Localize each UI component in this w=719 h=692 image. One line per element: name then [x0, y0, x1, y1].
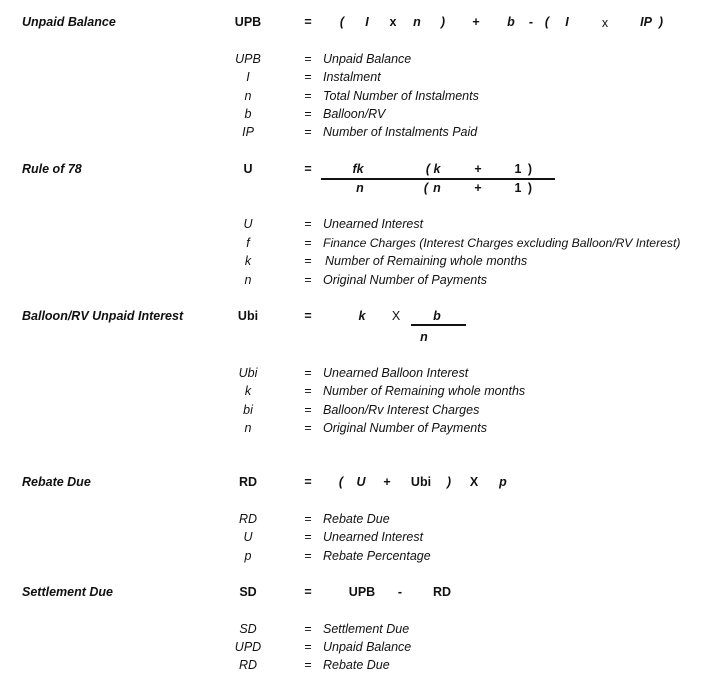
equals-sign: =	[304, 658, 312, 672]
formula-token: )	[446, 475, 452, 489]
denominator-token: n	[356, 181, 364, 195]
legend-meaning: Unearned Interest	[323, 530, 424, 544]
numerator-token: (	[425, 162, 431, 176]
legend-meaning: Original Number of Payments	[323, 421, 487, 435]
formula-symbol: SD	[239, 585, 257, 599]
denominator-token: n	[420, 330, 428, 344]
legend-symbol: RD	[238, 512, 258, 526]
legend-symbol: b	[244, 107, 252, 121]
equals-sign: =	[304, 403, 312, 417]
equals-sign: =	[304, 475, 312, 489]
legend-symbol: IP	[242, 125, 254, 139]
section-title: Rebate Due	[22, 475, 91, 489]
formula-token: X	[469, 475, 479, 489]
equals-sign: =	[304, 622, 312, 636]
formula-token: UPB	[348, 585, 376, 599]
legend-meaning: Settlement Due	[323, 622, 410, 636]
formula-symbol: UPB	[234, 15, 262, 29]
equals-sign: =	[304, 107, 312, 121]
legend-meaning: Balloon/RV	[323, 107, 386, 121]
legend-symbol: UPB	[235, 52, 261, 66]
legend-meaning: Number of Instalments Paid	[323, 125, 478, 139]
fraction-bar	[411, 324, 466, 326]
legend-symbol: n	[244, 273, 252, 287]
numerator-token: fk	[352, 162, 364, 176]
equals-sign: =	[304, 162, 312, 176]
equals-sign: =	[304, 421, 312, 435]
formula-token: +	[472, 15, 480, 29]
section-title: Unpaid Balance	[22, 15, 116, 29]
formula-token: (	[339, 15, 345, 29]
legend-meaning: Total Number of Instalments	[323, 89, 479, 103]
equals-sign: =	[304, 254, 312, 268]
legend-symbol: U	[243, 530, 253, 544]
legend-symbol: n	[244, 89, 252, 103]
legend-symbol: UPD	[234, 640, 262, 654]
legend-meaning: Original Number of Payments	[323, 273, 487, 287]
equals-sign: =	[304, 273, 312, 287]
equals-sign: =	[304, 549, 312, 563]
legend-meaning: Number of Remaining whole months	[325, 254, 528, 268]
legend-meaning: Rebate Percentage	[323, 549, 431, 563]
numerator-token: )	[527, 162, 533, 176]
legend-meaning: Finance Charges (Interest Charges excluding Balloon/RV Interest)	[323, 236, 681, 250]
legend-symbol: Ubi	[238, 366, 258, 380]
formula-token: n	[413, 15, 421, 29]
fraction-bar	[321, 178, 555, 180]
legend-symbol: U	[243, 217, 253, 231]
legend-symbol: k	[244, 254, 252, 268]
section-title: Settlement Due	[22, 585, 113, 599]
numerator-token: b	[433, 309, 441, 323]
formula-token: x	[601, 16, 609, 30]
formula-symbol: RD	[238, 475, 258, 489]
legend-meaning: Rebate Due	[323, 512, 390, 526]
legend-meaning: Instalment	[323, 70, 381, 84]
formula-token: k	[358, 309, 366, 323]
equals-sign: =	[304, 52, 312, 66]
legend-meaning: Unearned Balloon Interest	[323, 366, 469, 380]
denominator-token: +	[474, 181, 482, 195]
formula-token: Ubi	[410, 475, 432, 489]
equals-sign: =	[304, 585, 312, 599]
formula-token: +	[383, 475, 391, 489]
legend-meaning: Number of Remaining whole months	[323, 384, 526, 398]
formula-token: x	[389, 15, 397, 29]
denominator-token: n	[433, 181, 441, 195]
legend-symbol: bi	[243, 403, 253, 417]
legend-symbol: n	[244, 421, 252, 435]
formula-token: -	[528, 15, 534, 29]
formula-token: (	[544, 15, 550, 29]
denominator-token: 1	[514, 181, 522, 195]
formula-token: U	[356, 475, 366, 489]
equals-sign: =	[304, 217, 312, 231]
legend-meaning: Unpaid Balance	[323, 52, 412, 66]
denominator-token: (	[423, 181, 429, 195]
legend-meaning: Unearned Interest	[323, 217, 424, 231]
equals-sign: =	[304, 530, 312, 544]
section-title: Rule of 78	[22, 162, 82, 176]
equals-sign: =	[304, 309, 312, 323]
equals-sign: =	[304, 512, 312, 526]
legend-symbol: k	[244, 384, 252, 398]
legend-symbol: I	[246, 70, 250, 84]
legend-meaning: Unpaid Balance	[323, 640, 412, 654]
formula-token: X	[391, 309, 401, 323]
equals-sign: =	[304, 15, 312, 29]
formula-token: b	[507, 15, 515, 29]
legend-symbol: RD	[238, 658, 258, 672]
equals-sign: =	[304, 236, 312, 250]
formula-token: I	[565, 15, 569, 29]
formula-token: )	[658, 15, 664, 29]
equals-sign: =	[304, 366, 312, 380]
formula-token: -	[397, 585, 403, 599]
formula-token: )	[440, 15, 446, 29]
formula-token: I	[365, 15, 369, 29]
legend-symbol: SD	[239, 622, 257, 636]
formula-symbol: U	[243, 162, 253, 176]
equals-sign: =	[304, 384, 312, 398]
legend-meaning: Balloon/Rv Interest Charges	[323, 403, 480, 417]
numerator-token: +	[474, 162, 482, 176]
legend-symbol: p	[244, 549, 252, 563]
equals-sign: =	[304, 70, 312, 84]
formula-token: (	[338, 475, 344, 489]
section-title: Balloon/RV Unpaid Interest	[22, 309, 184, 323]
formula-token: RD	[432, 585, 452, 599]
legend-symbol: f	[246, 236, 250, 250]
numerator-token: k	[433, 162, 441, 176]
denominator-token: )	[527, 181, 533, 195]
formula-token: IP	[640, 15, 652, 29]
equals-sign: =	[304, 125, 312, 139]
formula-token: p	[499, 475, 507, 489]
legend-meaning: Rebate Due	[323, 658, 390, 672]
equals-sign: =	[304, 640, 312, 654]
formula-symbol: Ubi	[237, 309, 259, 323]
numerator-token: 1	[514, 162, 522, 176]
equals-sign: =	[304, 89, 312, 103]
